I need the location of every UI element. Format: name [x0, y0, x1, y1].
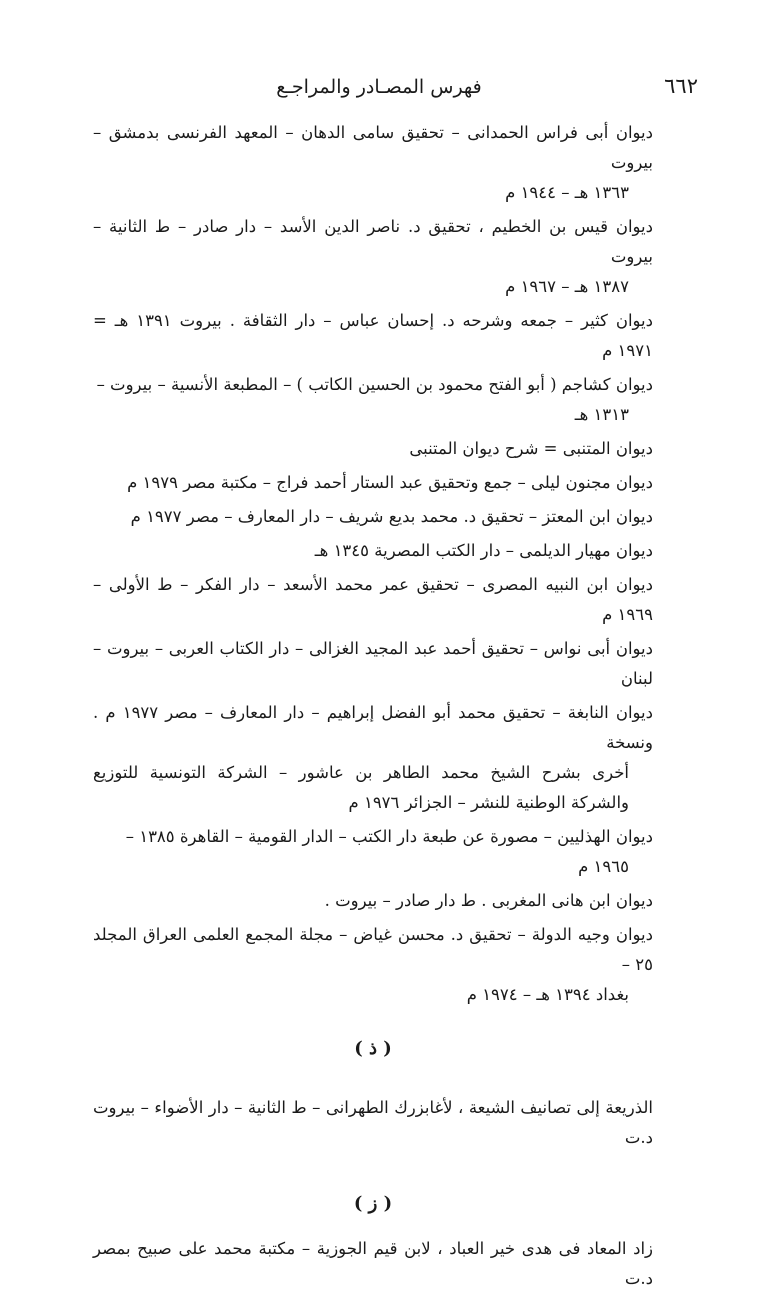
entry-text: ديوان المتنبى = شرح ديوان المتنبى — [409, 439, 653, 458]
section-heading-dhal: ( ذ ) — [354, 1038, 392, 1059]
bibliography-entry — [93, 502, 653, 532]
entry-text: الذريعة إلى تصانيف الشيعة ، لأغابزرك الطهرانى – ط الثانية – دار الأضواء – بيروت د.ت — [93, 1098, 653, 1147]
running-head: فهرس المصـادر والمراجـع — [276, 76, 482, 98]
bibliography-entry — [93, 306, 653, 366]
entry-text: ديوان وجيه الدولة – تحقيق د. محسن غياض – مجلة المجمع العلمى العراق المجلد ٢٥ – — [93, 925, 653, 974]
entry-continuation: ١٩٦٥ م — [578, 857, 629, 876]
bibliography-list — [93, 118, 653, 1298]
entry-continuation: بغداد ١٣٩٤ هـ – ١٩٧٤ م — [466, 985, 629, 1004]
bibliography-entry — [93, 434, 653, 464]
entry-text: ديوان ابن المعتز – تحقيق د. محمد بديع شريف – دار المعارف – مصر ١٩٧٧ م — [130, 507, 653, 526]
entry-text: ديوان الهذليين – مصورة عن طبعة دار الكتب – الدار القومية – القاهرة ١٣٨٥ – — [125, 827, 653, 846]
entry-text: ديوان مجنون ليلى – جمع وتحقيق عبد الستار أحمد فراج – مكتبة مصر ١٩٧٩ م — [127, 473, 653, 492]
entry-text: ديوان ابن النبيه المصرى – تحقيق عمر محمد الأسعد – دار الفكر – ط الأولى – ١٩٦٩ م — [93, 575, 653, 624]
entry-text: ديوان كشاجم ( أبو الفتح محمود بن الحسين الكاتب ) – المطبعة الأنسية – بيروت – — [96, 375, 653, 394]
bibliography-entry — [93, 536, 653, 566]
bibliography-entry — [93, 468, 653, 498]
bibliography-entry — [93, 698, 653, 818]
entry-text: ديوان ابن هانى المغربى . ط دار صادر – بيروت . — [324, 891, 653, 910]
entry-text: ديوان قيس بن الخطيم ، تحقيق د. ناصر الدين الأسد – دار صادر – ط الثانية – بيروت — [93, 217, 653, 266]
entry-text: ديوان أبى فراس الحمدانى – تحقيق سامى الدهان – المعهد الفرنسى بدمشق – بيروت — [93, 123, 653, 172]
entry-text: ديوان أبى نواس – تحقيق أحمد عبد المجيد الغزالى – دار الكتاب العربى – بيروت – لبنان — [93, 639, 653, 688]
bibliography-entry — [93, 822, 653, 882]
entry-text: ديوان مهيار الديلمى – دار الكتب المصرية ١٣٤٥ هـ — [314, 541, 653, 560]
page-header — [60, 70, 698, 110]
entry-text: زاد المعاد فى هدى خير العباد ، لابن قيم الجوزية – مكتبة محمد على صبيح بمصر د.ت — [93, 1239, 653, 1288]
bibliography-entry — [93, 1093, 653, 1153]
bibliography-entry — [93, 370, 653, 430]
entry-continuation: ١٣١٣ هـ — [574, 405, 629, 424]
bibliography-entry — [93, 634, 653, 694]
entry-continuation: أخرى بشرح الشيخ محمد الطاهر بن عاشور – الشركة التونسية للتوزيع والشركة الوطنية للنشر – الجزائر ١٩٧٦ م — [93, 763, 629, 812]
entry-text: ديوان كثير – جمعه وشرحه د. إحسان عباس – دار الثقافة . بيروت ١٣٩١ هـ = ١٩٧١ م — [93, 311, 653, 360]
bibliography-entry — [93, 118, 653, 208]
page-number: ٦٦٢ — [664, 74, 698, 98]
bibliography-entry — [93, 570, 653, 630]
bibliography-entry — [93, 212, 653, 302]
bibliography-entry — [93, 1234, 653, 1294]
bibliography-entry — [93, 886, 653, 916]
entry-continuation: ١٣٨٧ هـ – ١٩٦٧ م — [505, 277, 629, 296]
entry-text: ديوان النابغة – تحقيق محمد أبو الفضل إبراهيم – دار المعارف – مصر ١٩٧٧ م . ونسخة — [93, 703, 654, 752]
entry-continuation: ١٣٦٣ هـ – ١٩٤٤ م — [505, 183, 629, 202]
bibliography-entry — [93, 920, 653, 1010]
section-heading-zay: ( ز ) — [353, 1193, 393, 1214]
